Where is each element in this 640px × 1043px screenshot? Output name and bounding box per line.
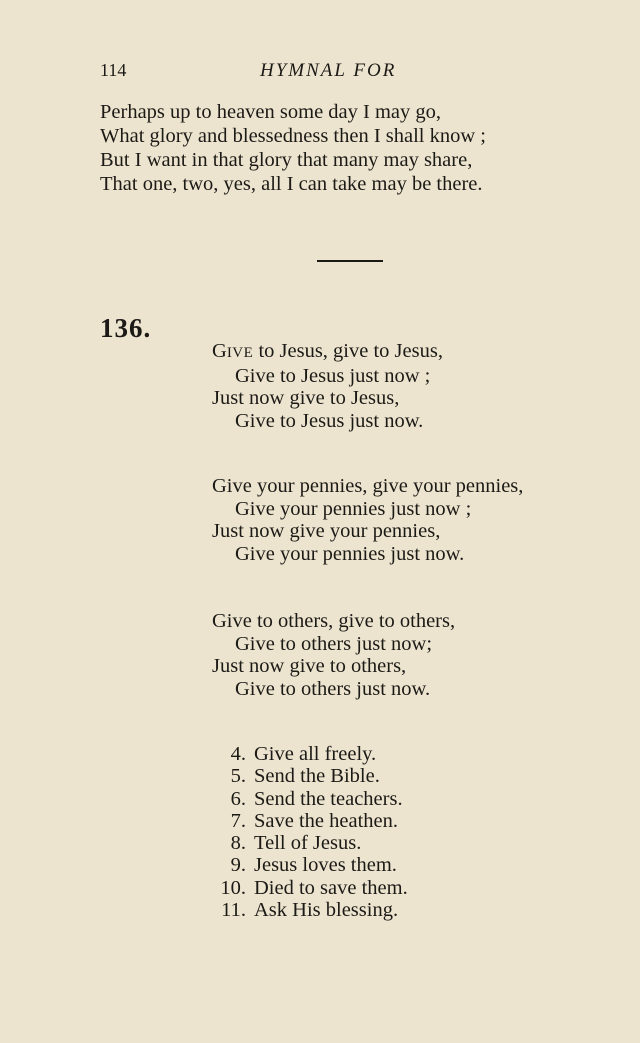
stanza-first-line bbox=[212, 340, 443, 365]
verse-number: 6. bbox=[230, 787, 246, 810]
additional-verses-list bbox=[212, 743, 408, 921]
list-item bbox=[212, 765, 408, 787]
list-item bbox=[212, 743, 408, 765]
stanza-line: Give your pennies just now. bbox=[235, 542, 465, 565]
stanza-line: Give to others, give to others, bbox=[212, 610, 456, 632]
first-line-rest: to Jesus, give to Jesus, bbox=[253, 340, 443, 362]
first-word-small-caps: IVE bbox=[226, 345, 254, 361]
stanza-line: Just now give to Jesus, bbox=[212, 387, 400, 409]
verse-text: Give all freely. bbox=[254, 743, 377, 765]
list-item bbox=[212, 877, 408, 899]
verse-number: 11. bbox=[221, 899, 246, 922]
hymn-stanza-3 bbox=[212, 610, 455, 700]
stanza-line: Give your pennies, give your pennies, bbox=[212, 475, 524, 497]
verse-number: 8. bbox=[230, 832, 246, 855]
verse-number: 5. bbox=[230, 765, 246, 788]
verse-text: Save the heathen. bbox=[254, 809, 399, 832]
stanza-line: That one, two, yes, all I can take may be there. bbox=[100, 173, 483, 195]
verse-number: 9. bbox=[230, 854, 246, 877]
stanza-line: Just now give your pennies, bbox=[212, 520, 441, 542]
stanza-line: Perhaps up to heaven some day I may go, bbox=[100, 101, 442, 123]
stanza-line: Just now give to others, bbox=[212, 655, 407, 677]
verse-number: 10. bbox=[220, 876, 246, 899]
section-divider bbox=[317, 260, 383, 262]
stanza-line: Give to others just now. bbox=[235, 677, 431, 700]
previous-hymn-final-stanza bbox=[100, 100, 486, 196]
page-number: 114 bbox=[100, 60, 127, 80]
list-item bbox=[212, 832, 408, 854]
list-item bbox=[212, 854, 408, 876]
verse-number: 7. bbox=[230, 809, 246, 832]
list-item bbox=[212, 788, 408, 810]
stanza-line: Give to others just now; bbox=[235, 632, 433, 655]
verse-text: Jesus loves them. bbox=[254, 854, 397, 877]
stanza-line: What glory and blessedness then I shall know ; bbox=[100, 125, 487, 147]
stanza-line: Give to Jesus just now. bbox=[235, 409, 424, 432]
stanza-line: Give to Jesus just now ; bbox=[235, 364, 431, 387]
verse-text: Send the Bible. bbox=[254, 765, 380, 788]
page-header bbox=[0, 60, 640, 84]
hymn-number: 136. bbox=[100, 313, 152, 343]
verse-number: 4. bbox=[230, 743, 246, 765]
verse-text: Send the teachers. bbox=[254, 787, 403, 810]
list-item bbox=[212, 810, 408, 832]
verse-text: Tell of Jesus. bbox=[254, 832, 362, 855]
hymn-stanza-2 bbox=[212, 475, 523, 565]
verse-text: Died to save them. bbox=[254, 876, 408, 899]
hymn-stanza-1 bbox=[212, 340, 443, 432]
stanza-line: But I want in that glory that many may share, bbox=[100, 149, 473, 171]
running-title: HYMNAL FOR bbox=[260, 60, 397, 81]
first-word-initial: G bbox=[212, 340, 227, 362]
verse-text: Ask His blessing. bbox=[254, 899, 399, 922]
list-item bbox=[212, 899, 408, 921]
stanza-line: Give your pennies just now ; bbox=[235, 497, 472, 520]
